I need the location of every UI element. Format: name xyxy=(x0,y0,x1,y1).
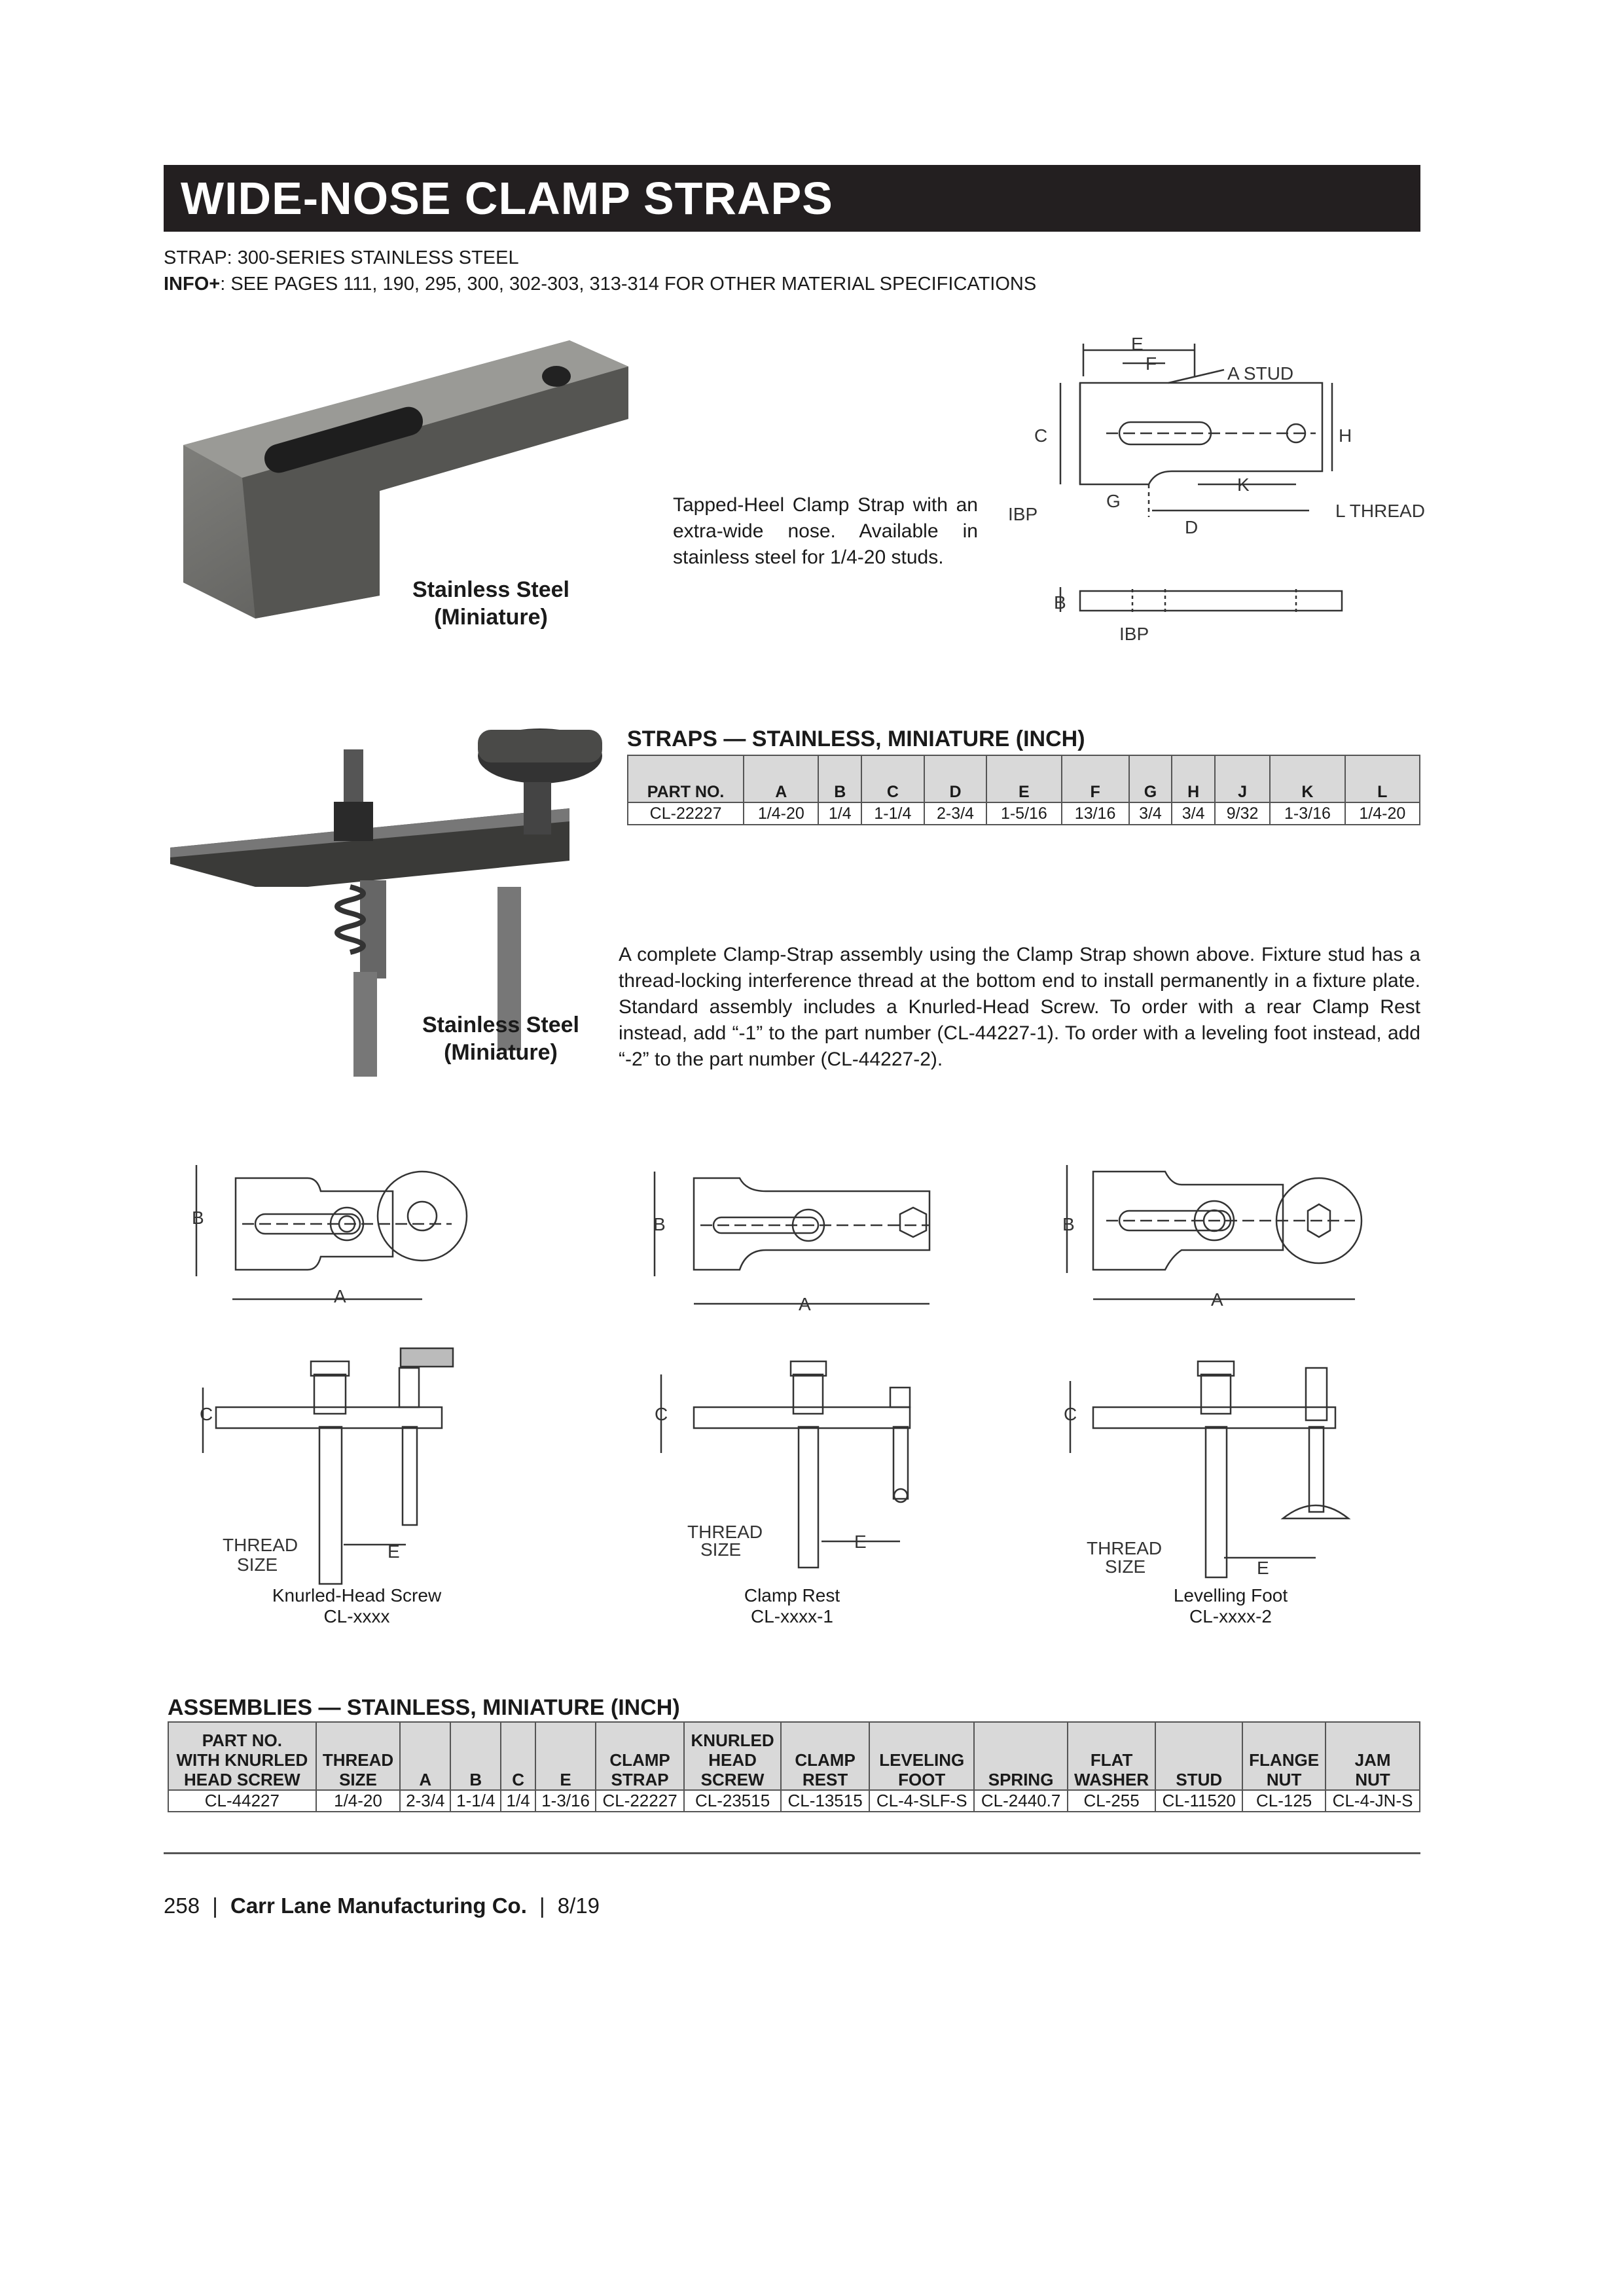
variant2-dim-c: C xyxy=(655,1404,668,1424)
variant1-size: SIZE xyxy=(237,1554,278,1575)
variant1-dim-a: A xyxy=(334,1286,346,1306)
catalog-date: 8/19 xyxy=(557,1893,600,1918)
company-name: Carr Lane Manufacturing Co. xyxy=(230,1893,527,1918)
header-line: HEAD xyxy=(708,1750,757,1770)
info-label: INFO+ xyxy=(164,274,221,295)
header-line: SCREW xyxy=(700,1770,765,1789)
header-cell xyxy=(1326,1722,1420,1790)
table-cell: CL-23515 xyxy=(684,1790,781,1812)
dim-label-ibp-side: IBP xyxy=(1119,624,1149,644)
table-cell: CL-125 xyxy=(1242,1790,1326,1812)
header-line: THREAD xyxy=(322,1750,394,1770)
header-line: LEVELING xyxy=(879,1750,965,1770)
variant2-dim-a: A xyxy=(799,1294,811,1314)
header-cell xyxy=(684,1722,781,1790)
page-title: WIDE-NOSE CLAMP STRAPS xyxy=(164,165,1420,232)
footer-rule xyxy=(164,1852,1420,1854)
strap-material: STRAP: 300-SERIES STAINLESS STEEL xyxy=(164,247,519,268)
variant3-code: CL-xxxx-2 xyxy=(1189,1606,1272,1626)
header-cell: PART NO. xyxy=(628,755,744,802)
strap-photo-caption xyxy=(353,576,628,631)
header-line: FLAT xyxy=(1090,1750,1133,1770)
dim-label-d: D xyxy=(1185,517,1199,537)
variant3-dim-a: A xyxy=(1211,1289,1223,1310)
dim-label-e: E xyxy=(1131,334,1144,354)
table-cell: CL-13515 xyxy=(781,1790,869,1812)
header-cell: L xyxy=(1345,755,1420,802)
variant2-name: Clamp Rest xyxy=(744,1585,840,1605)
header-line: A xyxy=(419,1770,432,1789)
dim-label-c: C xyxy=(1034,425,1048,446)
table-cell: 2-3/4 xyxy=(924,802,987,825)
leveling-foot-variant-top-view xyxy=(1062,1165,1362,1310)
caption-line-1: Stainless Steel xyxy=(422,1013,579,1037)
header-cell xyxy=(596,1722,684,1790)
variant1-dim-c: C xyxy=(200,1404,213,1424)
table-cell: CL-255 xyxy=(1068,1790,1156,1812)
variant1-dim-e: E xyxy=(388,1541,400,1562)
assemblies-table xyxy=(168,1721,1420,1812)
table-cell: 13/16 xyxy=(1062,802,1129,825)
variant2-size: SIZE xyxy=(700,1539,742,1560)
header-line: STRAP xyxy=(611,1770,669,1789)
table-cell: CL-11520 xyxy=(1155,1790,1242,1812)
header-cell: G xyxy=(1129,755,1172,802)
dim-label-b: B xyxy=(1054,592,1066,613)
header-line: SPRING xyxy=(988,1770,1054,1789)
variant2-dim-e: E xyxy=(854,1532,867,1552)
footer-separator: | xyxy=(212,1893,218,1918)
header-cell xyxy=(535,1722,596,1790)
header-cell: J xyxy=(1215,755,1270,802)
header-cell xyxy=(168,1722,316,1790)
dim-label-g: G xyxy=(1106,491,1121,511)
table-cell: 1-3/16 xyxy=(1270,802,1344,825)
table-cell: CL-44227 xyxy=(168,1790,316,1812)
straps-table-title: STRAPS — STAINLESS, MINIATURE (INCH) xyxy=(627,726,1085,751)
strap-dimension-diagram xyxy=(1008,331,1427,658)
table-cell: 9/32 xyxy=(1215,802,1270,825)
table-cell: 1-1/4 xyxy=(861,802,924,825)
clamp-rest-variant-top-view xyxy=(653,1172,929,1314)
strap-description: Tapped-Heel Clamp Strap with an extra-wide nose. Available in stainless steel for 1/4-20 studs. xyxy=(673,494,978,568)
table-cell: 2-3/4 xyxy=(400,1790,450,1812)
header-line: WITH KNURLED xyxy=(176,1750,308,1770)
header-cell: D xyxy=(924,755,987,802)
info-line xyxy=(164,274,1036,295)
footer xyxy=(164,1893,600,1918)
dim-label-k: K xyxy=(1237,475,1250,495)
header-line: JAM xyxy=(1354,1750,1391,1770)
header-line: FOOT xyxy=(898,1770,946,1789)
variant2-caption xyxy=(694,1585,890,1627)
header-cell: C xyxy=(861,755,924,802)
header-line: STUD xyxy=(1176,1770,1223,1789)
header-cell: A xyxy=(744,755,818,802)
caption-line-2: (Miniature) xyxy=(434,605,548,630)
header-line: E xyxy=(560,1770,571,1789)
header-cell: K xyxy=(1270,755,1344,802)
dim-label-l-thread: L THREAD xyxy=(1335,501,1425,521)
variant1-thread: THREAD xyxy=(223,1535,298,1555)
header-cell: E xyxy=(986,755,1061,802)
assembly-photo-caption xyxy=(380,1011,622,1066)
assembly-description: A complete Clamp-Strap assembly using the Clamp Strap shown above. Fixture stud has a thread-locking interference thread at the bottom end to install permanently in a fixture plate. Standard assembly includes a Knurled-Head Screw. To order with a rear Clamp Rest instead, add “-1” to the part number (CL-44227-1). To order with a leveling foot instead, add “-2” to the part number (CL-44227-2). xyxy=(619,944,1420,1070)
table-cell: 1-1/4 xyxy=(450,1790,501,1812)
page-number: 258 xyxy=(164,1893,200,1918)
table-row xyxy=(168,1790,1420,1812)
straps-table xyxy=(627,755,1420,825)
variant1-dim-b: B xyxy=(192,1208,204,1228)
dim-label-a-stud: A STUD xyxy=(1227,363,1294,384)
dim-label-f: F xyxy=(1146,353,1157,374)
clamp-rest-variant-side-view xyxy=(655,1361,910,1568)
table-cell: CL-22227 xyxy=(596,1790,684,1812)
header-cell: F xyxy=(1062,755,1129,802)
table-header-row xyxy=(168,1722,1420,1790)
footer-separator: | xyxy=(539,1893,545,1918)
variant3-dim-e: E xyxy=(1257,1558,1269,1578)
info-text: : SEE PAGES 111, 190, 295, 300, 302-303, 313-314 FOR OTHER MATERIAL SPECIFICATIONS xyxy=(220,274,1037,295)
table-cell: 1/4 xyxy=(501,1790,535,1812)
variant1-code: CL-xxxx xyxy=(323,1606,390,1626)
table-cell: 1/4-20 xyxy=(1345,802,1420,825)
variant1-name: Knurled-Head Screw xyxy=(272,1585,442,1605)
knurled-variant-side-view xyxy=(200,1348,453,1584)
variant2-code: CL-xxxx-1 xyxy=(750,1606,833,1626)
header-cell xyxy=(450,1722,501,1790)
header-line: SIZE xyxy=(339,1770,377,1789)
header-line: PART NO. xyxy=(202,1731,282,1750)
table-row xyxy=(628,802,1420,825)
header-line: NUT xyxy=(1266,1770,1302,1789)
table-header-row xyxy=(628,755,1420,802)
caption-line-2: (Miniature) xyxy=(444,1040,558,1065)
table-cell: 3/4 xyxy=(1172,802,1215,825)
leveling-foot-variant-side-view xyxy=(1064,1361,1348,1578)
assemblies-table-title: ASSEMBLIES — STAINLESS, MINIATURE (INCH) xyxy=(168,1695,680,1720)
variant2-dim-b: B xyxy=(653,1214,666,1234)
header-line: B xyxy=(469,1770,482,1789)
variant3-thread: THREAD xyxy=(1087,1538,1163,1558)
header-cell xyxy=(1155,1722,1242,1790)
header-cell: B xyxy=(818,755,861,802)
table-cell: 1/4 xyxy=(818,802,861,825)
header-line: HEAD SCREW xyxy=(184,1770,300,1789)
header-line: C xyxy=(512,1770,525,1789)
variant3-name: Levelling Foot xyxy=(1173,1585,1288,1605)
variant3-size: SIZE xyxy=(1105,1556,1146,1577)
header-line: CLAMP xyxy=(609,1750,670,1770)
header-line: REST xyxy=(802,1770,848,1789)
header-line: CLAMP xyxy=(795,1750,856,1770)
header-line: KNURLED xyxy=(691,1731,774,1750)
header-cell xyxy=(1068,1722,1156,1790)
variant1-caption xyxy=(242,1585,471,1627)
header-line: WASHER xyxy=(1074,1770,1149,1789)
knurled-variant-top-view xyxy=(192,1165,467,1306)
table-cell: 1/4-20 xyxy=(316,1790,401,1812)
header-cell xyxy=(400,1722,450,1790)
header-cell xyxy=(869,1722,974,1790)
header-cell: H xyxy=(1172,755,1215,802)
variant2-thread: THREAD xyxy=(687,1522,763,1542)
table-cell: 1-3/16 xyxy=(535,1790,596,1812)
header-cell xyxy=(316,1722,401,1790)
header-line: NUT xyxy=(1355,1770,1390,1789)
table-cell: CL-4-SLF-S xyxy=(869,1790,974,1812)
header-cell xyxy=(1242,1722,1326,1790)
header-line: FLANGE xyxy=(1249,1750,1320,1770)
table-cell: 1/4-20 xyxy=(744,802,818,825)
dim-label-h: H xyxy=(1339,425,1352,446)
table-cell: 3/4 xyxy=(1129,802,1172,825)
variant3-dim-b: B xyxy=(1062,1214,1075,1234)
header-cell xyxy=(781,1722,869,1790)
header-cell xyxy=(974,1722,1067,1790)
table-cell: CL-4-JN-S xyxy=(1326,1790,1420,1812)
caption-line-1: Stainless Steel xyxy=(412,577,569,602)
variant3-caption xyxy=(1132,1585,1329,1627)
variant3-dim-c: C xyxy=(1064,1404,1077,1424)
header-cell xyxy=(501,1722,535,1790)
table-cell: CL-2440.7 xyxy=(974,1790,1067,1812)
table-cell: 1-5/16 xyxy=(986,802,1061,825)
table-cell: CL-22227 xyxy=(628,802,744,825)
dim-label-ibp: IBP xyxy=(1008,504,1038,524)
